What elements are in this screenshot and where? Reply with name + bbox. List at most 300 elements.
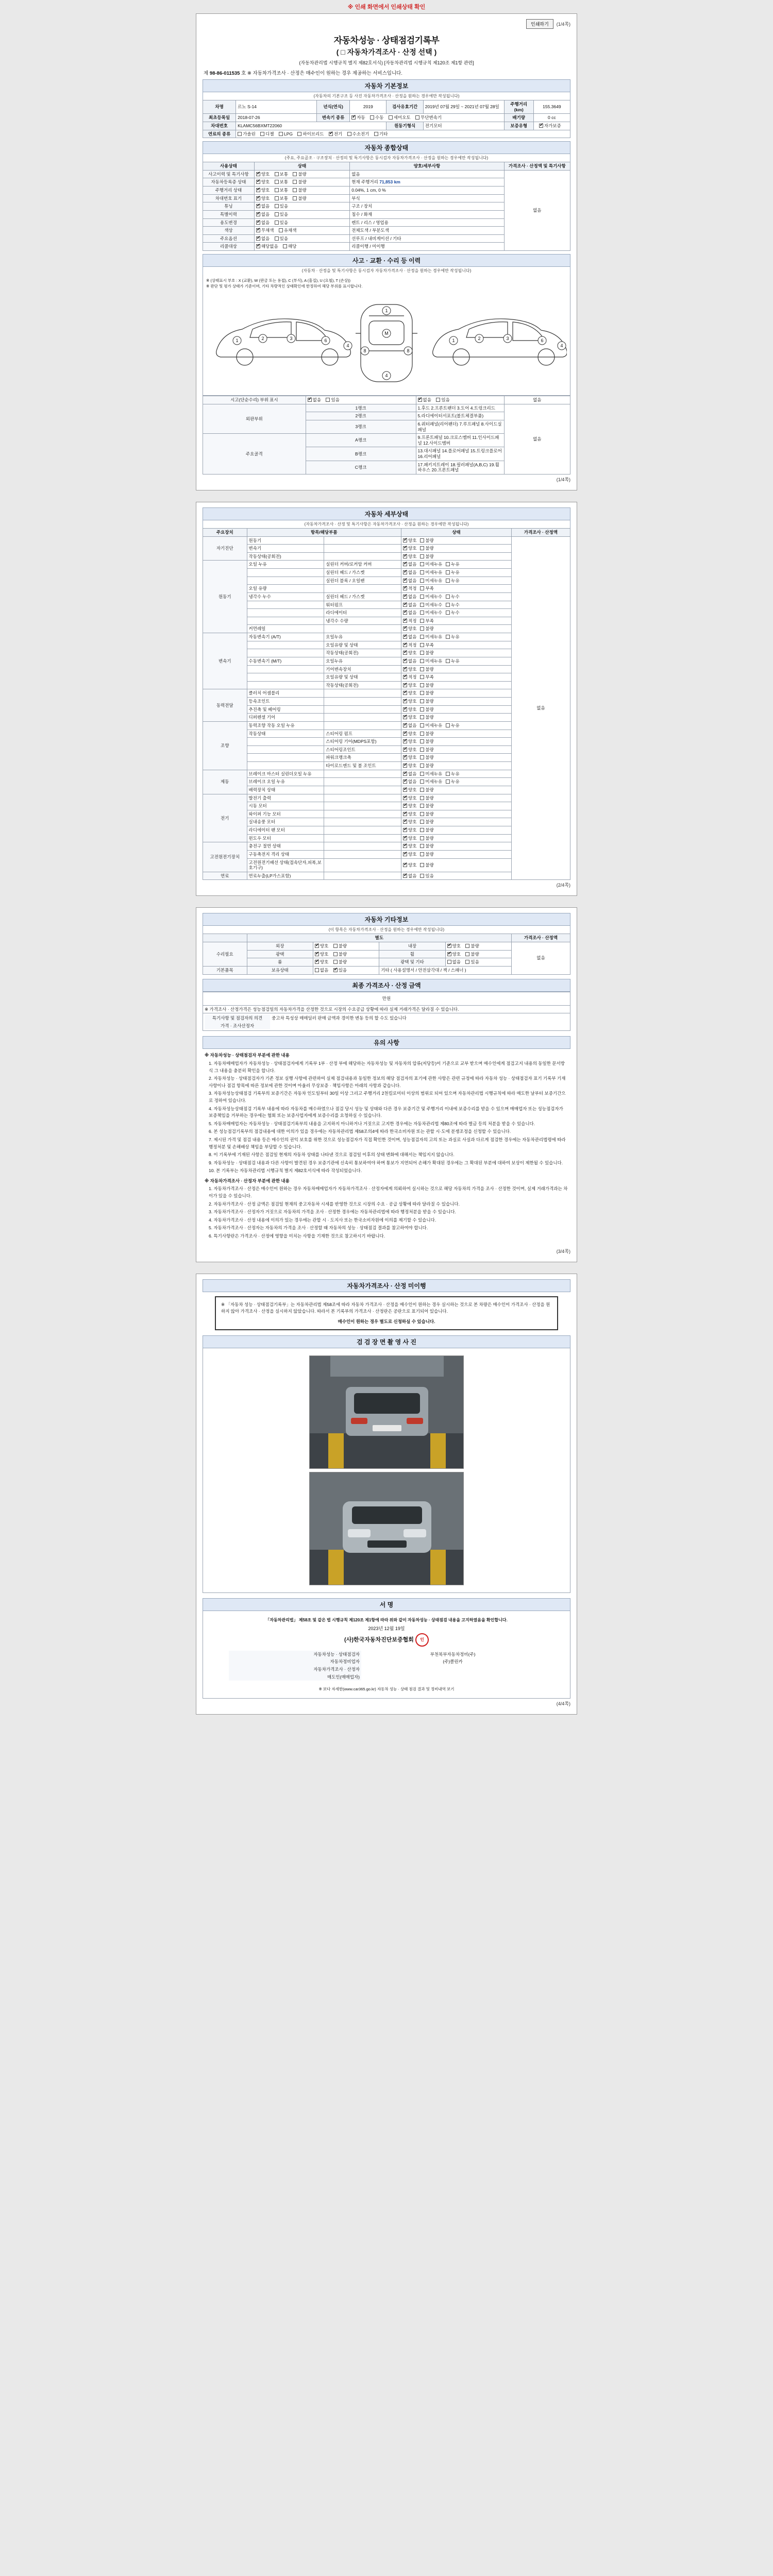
opt-status-6-4-0[interactable] — [403, 827, 416, 833]
checkbox-icon[interactable] — [420, 732, 424, 736]
opt-status-2-3-2[interactable] — [446, 658, 459, 664]
opt-etc-1b[interactable]: 불량 — [333, 952, 347, 957]
opt-etc-1a[interactable]: ✔ 양호 — [315, 952, 328, 957]
opt-acc-extra-yes[interactable]: 있음 — [436, 397, 449, 403]
checkbox-icon[interactable] — [403, 812, 407, 816]
table-row — [203, 536, 570, 545]
opt-status-7-2-0[interactable] — [403, 862, 416, 868]
opt-status-2-6-0[interactable] — [403, 683, 416, 688]
opt-fuel-gasoline[interactable]: 가솔린 — [238, 131, 256, 137]
opt-status-2-0-1[interactable] — [420, 634, 442, 640]
opt-status-3-3-1[interactable] — [420, 715, 433, 720]
opt-6-0[interactable]: ✔ 없음 — [256, 220, 270, 226]
opt-status-1-5-1[interactable] — [420, 602, 442, 608]
section-detail-note: (자동차가격조사 · 산정 및 특기사항은 자동차가격조사 · 산정을 원하는 경우에만 작성됩니다) — [203, 520, 570, 528]
checkbox-icon[interactable] — [403, 562, 407, 566]
checkbox-icon[interactable] — [403, 748, 407, 752]
opt-status-1-1-0[interactable] — [403, 570, 416, 575]
opt-status-1-0-2[interactable] — [446, 562, 459, 567]
detail-table — [203, 528, 570, 880]
opt-1-2[interactable]: 불량 — [293, 179, 306, 185]
cell-label-fuel: 연료의 종류 — [203, 130, 236, 138]
etc-c-1-1: 광택 — [247, 950, 313, 958]
opt-6-1[interactable]: 있음 — [275, 220, 288, 226]
detail-item-label: 시동 모터 — [247, 802, 324, 810]
checkbox-icon[interactable] — [420, 683, 424, 687]
opt-status-1-0-0[interactable] — [403, 562, 416, 567]
opt-5-1[interactable]: 있음 — [275, 212, 288, 217]
opt-status-2-3-0[interactable] — [403, 658, 416, 664]
opt-7-0[interactable]: ✔ 무채색 — [256, 228, 274, 233]
cell-warranty-options — [533, 122, 570, 130]
checkbox-icon[interactable] — [420, 804, 424, 808]
opt-3-2[interactable]: 불량 — [293, 196, 306, 201]
opt-status-1-3-0[interactable] — [403, 586, 416, 591]
opt-warranty-self[interactable]: ✔ 자가보증 — [539, 123, 561, 129]
opt-acc-none[interactable]: ✔ 없음 — [308, 397, 321, 403]
opt-0-2[interactable]: 불량 — [293, 172, 306, 177]
opt-acc-extra-none[interactable]: ✔ 없음 — [418, 397, 431, 403]
opt-status-1-5-0[interactable] — [403, 602, 416, 608]
opt-status-6-0-0[interactable] — [403, 795, 416, 801]
opt-trans-semi[interactable]: 세미오토 — [389, 115, 411, 121]
opt-etc-2b[interactable]: 불량 — [333, 959, 347, 965]
checkbox-icon[interactable] — [420, 852, 424, 856]
checkbox-icon[interactable] — [420, 659, 424, 663]
detail-status-options — [401, 834, 511, 842]
opt-trans-auto[interactable]: ✔ 자동 — [351, 115, 365, 121]
row-state-8 — [254, 234, 349, 243]
opt-label: 양호 — [408, 763, 417, 768]
opt-status-5-0-2[interactable] — [446, 771, 459, 777]
opt-etc-3b[interactable]: ✔ 있음 — [333, 968, 347, 973]
opt-2-0[interactable]: ✔ 양호 — [256, 188, 270, 193]
checkbox-icon[interactable] — [403, 635, 407, 639]
opt-fuel-diesel[interactable]: 디젤 — [260, 131, 274, 137]
checkbox-icon[interactable] — [403, 820, 407, 824]
opt-status-6-4-1[interactable] — [420, 827, 433, 833]
opt-2-1[interactable]: 보통 — [275, 188, 288, 193]
checkbox-icon[interactable] — [403, 732, 407, 736]
opt-fuel-etc[interactable]: 기타 — [374, 131, 388, 137]
opt-status-2-3-1[interactable] — [420, 658, 442, 664]
opt-status-8-0-0[interactable] — [403, 873, 416, 879]
opt-status-8-0-1[interactable] — [420, 873, 433, 879]
opt-status-1-6-1[interactable] — [420, 610, 442, 616]
checkbox-icon[interactable] — [420, 844, 424, 848]
checkbox-icon[interactable] — [403, 796, 407, 800]
opt-9-1[interactable]: 해당 — [283, 244, 296, 249]
checkbox-icon[interactable] — [403, 651, 407, 655]
checkbox-icon[interactable] — [420, 779, 424, 784]
checkbox-icon[interactable] — [420, 723, 424, 727]
checkbox-icon[interactable] — [420, 595, 424, 599]
total-amount: 만원 — [203, 992, 570, 1005]
opt-3-0[interactable]: ✔ 양호 — [256, 196, 270, 201]
checkbox-icon[interactable] — [446, 579, 450, 583]
opt-status-5-1-2[interactable] — [446, 779, 459, 785]
checkbox-icon[interactable] — [420, 554, 424, 558]
opt-status-4-0-0[interactable] — [403, 723, 416, 728]
opt-status-3-2-1[interactable] — [420, 707, 433, 713]
checkbox-icon[interactable] — [420, 603, 424, 607]
opt-etc-2a[interactable]: ✔ 양호 — [315, 959, 328, 965]
checkbox-icon[interactable] — [403, 788, 407, 792]
opt-fuel-electric[interactable]: ✔ 전기 — [329, 131, 342, 137]
opt-status-6-0-1[interactable] — [420, 795, 433, 801]
checkbox-icon[interactable] — [420, 863, 424, 867]
opt-status-5-2-0[interactable] — [403, 787, 416, 793]
checkbox-icon[interactable] — [446, 570, 450, 574]
checkbox-icon[interactable] — [403, 707, 407, 711]
opt-status-5-1-1[interactable] — [420, 779, 442, 785]
checkbox-icon[interactable] — [420, 739, 424, 743]
opt-status-6-1-1[interactable] — [420, 803, 433, 809]
opt-etc-2c[interactable]: 없음 — [447, 959, 461, 965]
opt-status-4-4-0[interactable] — [403, 755, 416, 760]
opt-status-2-6-1[interactable] — [420, 683, 433, 688]
detail-status-options — [401, 569, 511, 577]
opt-status-3-1-0[interactable] — [403, 699, 416, 704]
inner-rankb-items: 13.대시패널 14.플로어패널 15.트렁크플로어 16.리어패널 — [416, 447, 504, 461]
opt-status-1-7-1[interactable] — [420, 618, 433, 624]
checkbox-icon[interactable] — [446, 603, 450, 607]
opt-status-1-4-0[interactable] — [403, 594, 416, 600]
opt-status-7-0-0[interactable] — [403, 843, 416, 849]
opt-status-4-1-0[interactable] — [403, 731, 416, 737]
checkbox-icon[interactable] — [403, 772, 407, 776]
checkbox-icon[interactable] — [446, 635, 450, 639]
cell-label-warranty: 보증유형 — [504, 122, 533, 130]
checkbox-icon[interactable] — [403, 626, 407, 631]
opt-status-1-7-0[interactable] — [403, 618, 416, 624]
opt-status-3-1-1[interactable] — [420, 699, 433, 704]
checkbox-icon[interactable] — [420, 675, 424, 679]
checkbox-icon[interactable] — [403, 863, 407, 867]
inner-ranka-items: 9.프론트패널 10.크로스멤버 11.인사이드패널 12.사이드멤버 — [416, 434, 504, 447]
checkbox-icon[interactable] — [420, 748, 424, 752]
diagram-desc-2: ※ 판단 및 평가 상태가 기준이며, 기타 차량적인 상태확인에 한정하여 해당 부위를 표시합니다. — [206, 284, 363, 289]
sign-row-1-label: 자동차정비업자 — [229, 1658, 361, 1666]
detail-group-label: 자기진단 — [203, 536, 247, 561]
opt-status-3-3-0[interactable] — [403, 715, 416, 720]
checkbox-icon[interactable] — [403, 764, 407, 768]
opt-etc-2d[interactable]: 있음 — [465, 959, 479, 965]
checkbox-icon[interactable] — [403, 691, 407, 695]
opt-1-0[interactable]: ✔ 양호 — [256, 179, 270, 185]
checkbox-icon[interactable] — [446, 779, 450, 784]
checkbox-icon[interactable] — [403, 554, 407, 558]
checkbox-icon[interactable] — [446, 659, 450, 663]
row-label-8: 주요옵션 — [203, 234, 255, 243]
checkbox-icon[interactable] — [420, 586, 424, 590]
opt-3-1[interactable]: 보통 — [275, 196, 288, 201]
opt-fuel-hydrogen[interactable]: 수소전기 — [347, 131, 369, 137]
opt-status-3-2-0[interactable] — [403, 707, 416, 713]
sign-row-3-value — [361, 1673, 544, 1681]
outer-rank2-label: 2랭크 — [306, 412, 416, 420]
opt-status-0-0-0[interactable] — [403, 538, 416, 544]
opt-status-5-0-0[interactable] — [403, 771, 416, 777]
row-label-2: 주행거리 상태 — [203, 187, 255, 195]
opt-4-0[interactable]: ✔ 없음 — [256, 204, 270, 209]
print-button[interactable]: 인쇄하기 — [526, 19, 553, 29]
checkbox-icon[interactable] — [403, 828, 407, 832]
opt-status-2-4-1[interactable] — [420, 667, 433, 672]
opt-status-1-1-1[interactable] — [420, 570, 442, 575]
opt-status-1-8-0[interactable] — [403, 626, 416, 632]
detail-subitem-label — [324, 778, 401, 786]
accident-simple-label: 시고(단순수리) 부위 표시 — [203, 396, 306, 404]
checkbox-icon[interactable] — [420, 546, 424, 550]
opt-status-1-2-2[interactable] — [446, 578, 459, 584]
checkbox-icon[interactable] — [403, 643, 407, 647]
page-2 — [196, 502, 577, 896]
row-detail-9: 리콜이행 / 미이행 — [350, 243, 504, 251]
svg-text:1: 1 — [385, 308, 388, 313]
opt-status-7-1-1[interactable] — [420, 852, 433, 857]
opt-status-3-0-1[interactable] — [420, 690, 433, 696]
opt-fuel-hybrid[interactable]: 하이브리드 — [297, 131, 324, 137]
opt-status-1-0-1[interactable] — [420, 562, 442, 567]
opt-status-6-3-0[interactable] — [403, 819, 416, 825]
opt-status-2-4-0[interactable] — [403, 667, 416, 672]
opt-status-5-0-1[interactable] — [420, 771, 442, 777]
opt-etc-3a[interactable]: 없음 — [315, 968, 328, 973]
opt-status-6-5-0[interactable] — [403, 836, 416, 841]
inner-ranka-label: A랭크 — [306, 434, 416, 447]
opt-status-2-5-0[interactable] — [403, 674, 416, 680]
opt-etc-1d[interactable]: 불량 — [465, 952, 479, 957]
checkbox-icon[interactable] — [420, 796, 424, 800]
opt-status-7-1-0[interactable] — [403, 852, 416, 857]
checkbox-icon[interactable] — [403, 836, 407, 840]
opt-status-7-2-1[interactable] — [420, 862, 433, 868]
cell-value-inspection: 2019년 07월 29일 ~ 2021년 07월 28일 — [423, 100, 504, 114]
checkbox-icon[interactable] — [446, 772, 450, 776]
opt-status-3-0-0[interactable] — [403, 690, 416, 696]
checkbox-icon[interactable] — [403, 723, 407, 727]
opt-status-1-3-1[interactable] — [420, 586, 433, 591]
opt-etc-0a[interactable]: ✔ 양호 — [315, 943, 328, 949]
checkbox-icon[interactable] — [420, 874, 424, 878]
opt-status-2-0-0[interactable] — [403, 634, 416, 640]
checkbox-icon[interactable] — [446, 562, 450, 566]
checkbox-icon[interactable] — [420, 691, 424, 695]
opt-status-0-0-1[interactable] — [420, 538, 433, 544]
opt-1-1[interactable]: 보통 — [275, 179, 288, 185]
opt-status-6-1-0[interactable] — [403, 803, 416, 809]
detail-status-options — [401, 698, 511, 706]
detail-item-label: 작동상태 — [247, 730, 324, 738]
opt-5-0[interactable]: ✔ 없음 — [256, 212, 270, 217]
checkbox-icon[interactable] — [420, 764, 424, 768]
opt-status-2-0-2[interactable] — [446, 634, 459, 640]
checkbox-icon[interactable] — [403, 755, 407, 759]
checkbox-icon[interactable] — [403, 579, 407, 583]
checkbox-icon[interactable] — [420, 828, 424, 832]
checkbox-icon[interactable] — [420, 788, 424, 792]
opt-status-4-5-1[interactable] — [420, 763, 433, 769]
opt-8-1[interactable]: 있음 — [275, 236, 288, 242]
opt-9-0[interactable]: ✔ 해당없음 — [256, 244, 278, 249]
opt-status-1-5-2[interactable] — [446, 602, 459, 608]
detail-status-options — [401, 561, 511, 569]
opt-status-4-1-1[interactable] — [420, 731, 433, 737]
checkbox-icon[interactable] — [403, 804, 407, 808]
checkbox-icon[interactable] — [403, 844, 407, 848]
opt-label: 없음 — [408, 873, 417, 878]
checkbox-icon[interactable] — [446, 595, 450, 599]
checkbox-icon[interactable] — [420, 707, 424, 711]
checkbox-icon[interactable] — [403, 659, 407, 663]
opt-label: 있음 — [425, 873, 434, 878]
checkbox-icon[interactable] — [403, 538, 407, 543]
opt-acc-yes[interactable]: 있음 — [326, 397, 339, 403]
detail-item-label: 라디에이터 팬 모터 — [247, 826, 324, 835]
opt-2-2[interactable]: 불량 — [293, 188, 306, 193]
checkbox-icon[interactable] — [403, 619, 407, 623]
opt-status-1-6-2[interactable] — [446, 610, 459, 616]
opt-status-2-5-1[interactable] — [420, 674, 433, 680]
opt-etc-0c[interactable]: ✔ 양호 — [447, 943, 461, 949]
opt-status-0-1-1[interactable] — [420, 546, 433, 551]
checkbox-icon[interactable] — [420, 643, 424, 647]
opt-label: 불량 — [425, 795, 434, 801]
opt-status-6-5-1[interactable] — [420, 836, 433, 841]
opt-status-1-2-1[interactable] — [420, 578, 442, 584]
opt-status-4-5-0[interactable] — [403, 763, 416, 769]
checkbox-icon[interactable] — [420, 635, 424, 639]
checkbox-icon[interactable] — [403, 699, 407, 703]
opt-status-2-2-1[interactable] — [420, 650, 433, 656]
checkbox-icon[interactable] — [403, 546, 407, 550]
opt-status-5-2-1[interactable] — [420, 787, 433, 793]
detail-subitem-label: 실린더 커버/로커암 커버 — [324, 561, 401, 569]
opt-status-1-2-0[interactable] — [403, 578, 416, 584]
inspection-photo-rear — [309, 1355, 464, 1469]
opt-status-2-1-1[interactable] — [420, 642, 433, 648]
checkbox-icon[interactable] — [403, 586, 407, 590]
checkbox-icon[interactable] — [403, 675, 407, 679]
checkbox-icon[interactable] — [420, 699, 424, 703]
cell-label-engine: 원동기형식 — [386, 122, 423, 130]
checkbox-icon[interactable] — [403, 715, 407, 719]
opt-etc-0d[interactable]: 불량 — [465, 943, 479, 949]
checkbox-icon[interactable] — [420, 626, 424, 631]
checkbox-icon[interactable] — [420, 562, 424, 566]
opt-status-4-3-0[interactable] — [403, 747, 416, 753]
opt-status-1-4-2[interactable] — [446, 594, 459, 600]
page-indicator: (1/4쪽) — [556, 22, 570, 27]
detail-status-options — [401, 762, 511, 770]
checkbox-icon[interactable] — [420, 772, 424, 776]
opt-label: 양호 — [408, 537, 417, 543]
opt-label: 적정 — [408, 618, 417, 623]
checkbox-icon[interactable] — [420, 820, 424, 824]
checkbox-icon[interactable] — [403, 852, 407, 856]
opt-status-4-2-1[interactable] — [420, 739, 433, 744]
opt-status-1-4-1[interactable] — [420, 594, 442, 600]
checkbox-icon[interactable] — [420, 715, 424, 719]
opt-status-0-1-0[interactable] — [403, 546, 416, 551]
checkbox-icon[interactable] — [403, 683, 407, 687]
cell-label-year: 년식(연식) — [317, 100, 350, 114]
notice-sec2-item: 6. 특기사항란은 가격조사 · 산정에 영향을 미치는 사항을 기재한 것으로 참고하시기 바랍니다. — [209, 1233, 385, 1239]
opt-trans-cvt[interactable]: 무단변속기 — [415, 115, 442, 121]
checkbox-icon[interactable] — [420, 667, 424, 671]
checkbox-icon[interactable] — [420, 836, 424, 840]
opt-status-4-0-2[interactable] — [446, 723, 459, 728]
checkbox-icon[interactable] — [403, 611, 407, 615]
checkbox-icon[interactable] — [403, 603, 407, 607]
checkbox-icon[interactable] — [420, 619, 424, 623]
checkbox-icon[interactable] — [420, 651, 424, 655]
opt-status-1-8-1[interactable] — [420, 626, 433, 632]
checkbox-icon[interactable] — [420, 570, 424, 574]
checkbox-icon[interactable] — [403, 667, 407, 671]
opt-status-4-4-1[interactable] — [420, 755, 433, 760]
checkbox-icon[interactable] — [446, 723, 450, 727]
opt-status-2-1-0[interactable] — [403, 642, 416, 648]
opt-status-0-2-0[interactable] — [403, 554, 416, 560]
checkbox-icon[interactable] — [403, 739, 407, 743]
opt-0-0[interactable]: ✔ 양호 — [256, 172, 270, 177]
checkbox-icon[interactable] — [420, 579, 424, 583]
opt-status-1-1-2[interactable] — [446, 570, 459, 575]
opt-status-6-2-1[interactable] — [420, 811, 433, 817]
checkbox-icon[interactable] — [446, 611, 450, 615]
opt-status-6-2-0[interactable] — [403, 811, 416, 817]
opt-trans-manual[interactable]: 수동 — [370, 115, 383, 121]
special-note-row — [203, 1013, 570, 1031]
opt-status-2-2-0[interactable] — [403, 650, 416, 656]
detail-status-options — [401, 657, 511, 665]
checkbox-icon[interactable] — [420, 812, 424, 816]
checkbox-icon[interactable] — [403, 595, 407, 599]
opt-7-1[interactable]: 유채색 — [279, 228, 297, 233]
checkbox-icon[interactable] — [420, 755, 424, 759]
opt-8-0[interactable]: ✔ 없음 — [256, 236, 270, 242]
opt-label: 불량 — [425, 835, 434, 841]
opt-status-0-2-1[interactable] — [420, 554, 433, 560]
opt-status-1-6-0[interactable] — [403, 610, 416, 616]
notice-sec2-item: 4. 자동차가격조사 · 산정 내용에 이의가 있는 경우에는 관할 시 · 도지사 또는 한국소비자원에 이의를 제기할 수 있습니다. — [209, 1217, 436, 1223]
opt-etc-0b[interactable]: 불량 — [333, 943, 347, 949]
checkbox-icon[interactable] — [403, 874, 407, 878]
opt-4-1[interactable]: 있음 — [275, 204, 288, 209]
checkbox-icon[interactable] — [403, 570, 407, 574]
opt-status-5-1-0[interactable] — [403, 779, 416, 785]
checkbox-icon[interactable] — [420, 611, 424, 615]
checkbox-icon[interactable] — [420, 538, 424, 543]
opt-0-1[interactable]: 보통 — [275, 172, 288, 177]
opt-etc-1c[interactable]: ✔ 양호 — [447, 952, 461, 957]
detail-subitem-label — [324, 698, 401, 706]
detail-item-label — [247, 738, 324, 746]
opt-status-6-3-1[interactable] — [420, 819, 433, 825]
opt-status-4-0-1[interactable] — [420, 723, 442, 728]
opt-label: 양호 — [408, 803, 417, 809]
opt-status-7-0-1[interactable] — [420, 843, 433, 849]
opt-status-4-2-0[interactable] — [403, 739, 416, 744]
opt-fuel-lpg[interactable]: LPG — [279, 131, 293, 137]
outer-rank3-items: 6.쿼터패널(리어팬더) 7.루프패널 8.사이드실패널 — [416, 420, 504, 433]
opt-status-4-3-1[interactable] — [420, 747, 433, 753]
checkbox-icon[interactable] — [403, 779, 407, 784]
opt-label: 양호 — [408, 851, 417, 857]
detail-status-options — [401, 545, 511, 553]
